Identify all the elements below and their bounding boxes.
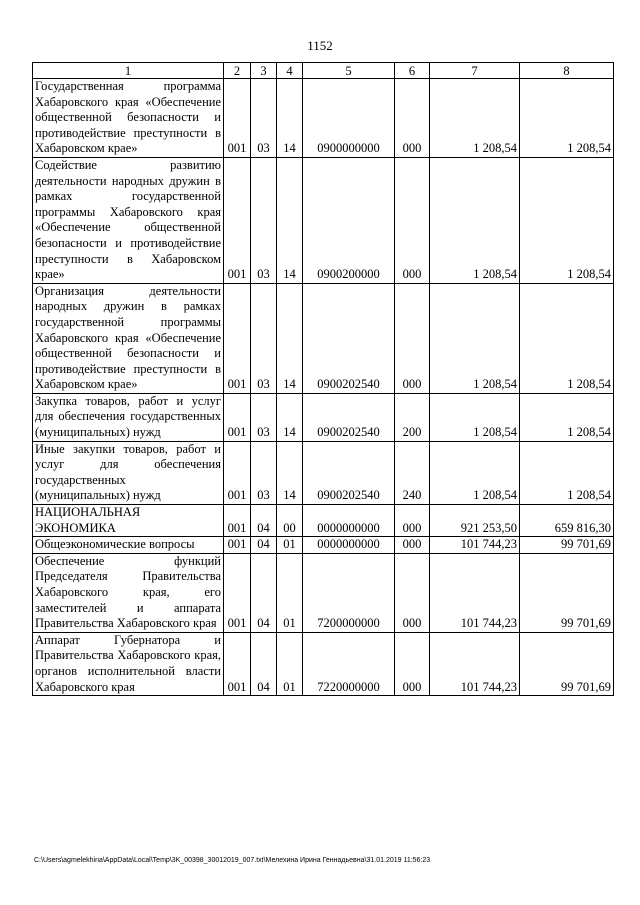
table-header-row <box>33 63 614 79</box>
cell-target-article: 0000000000 <box>303 505 395 537</box>
cell-admin-code: 001 <box>224 505 251 537</box>
cell-target-article: 7220000000 <box>303 632 395 695</box>
cell-subsection: 14 <box>277 79 303 158</box>
cell-subsection: 14 <box>277 393 303 441</box>
cell-target-article: 0900000000 <box>303 79 395 158</box>
cell-subsection: 01 <box>277 553 303 632</box>
budget-table <box>32 62 614 696</box>
table-row <box>33 505 614 537</box>
cell-amount-2: 1 208,54 <box>520 283 614 393</box>
row-name: Организация деятельности народных дружин в рамках государственной программы Хабаровского края «Обеспечение общественной безопасности и противодействие преступности в Хабаровском крае» <box>33 283 224 393</box>
cell-admin-code: 001 <box>224 553 251 632</box>
table-row <box>33 393 614 441</box>
cell-subsection: 01 <box>277 632 303 695</box>
row-name: Аппарат Губернатора и Правительства Хабаровского края, органов исполнительной власти Хабаровского края <box>33 632 224 695</box>
cell-expense-type: 000 <box>395 283 430 393</box>
cell-amount-2: 1 208,54 <box>520 441 614 504</box>
column-header: 5 <box>303 63 395 79</box>
cell-subsection: 14 <box>277 157 303 283</box>
table-row <box>33 553 614 632</box>
cell-amount-2: 99 701,69 <box>520 632 614 695</box>
column-header: 2 <box>224 63 251 79</box>
cell-target-article: 0900202540 <box>303 283 395 393</box>
cell-amount-1: 1 208,54 <box>430 283 520 393</box>
row-name: Иные закупки товаров, работ и услуг для обеспечения государственных (муниципальных) нужд <box>33 441 224 504</box>
cell-amount-2: 659 816,30 <box>520 505 614 537</box>
cell-expense-type: 000 <box>395 632 430 695</box>
cell-section: 03 <box>251 441 277 504</box>
cell-amount-2: 1 208,54 <box>520 393 614 441</box>
cell-expense-type: 240 <box>395 441 430 504</box>
cell-subsection: 14 <box>277 283 303 393</box>
cell-amount-2: 99 701,69 <box>520 553 614 632</box>
row-name: НАЦИОНАЛЬНАЯ ЭКОНОМИКА <box>33 505 224 537</box>
cell-target-article: 0900202540 <box>303 441 395 504</box>
cell-amount-2: 99 701,69 <box>520 537 614 554</box>
cell-admin-code: 001 <box>224 79 251 158</box>
column-header: 3 <box>251 63 277 79</box>
cell-amount-2: 1 208,54 <box>520 79 614 158</box>
column-header: 1 <box>33 63 224 79</box>
column-header: 6 <box>395 63 430 79</box>
cell-amount-2: 1 208,54 <box>520 157 614 283</box>
cell-amount-1: 1 208,54 <box>430 79 520 158</box>
cell-admin-code: 001 <box>224 157 251 283</box>
cell-amount-1: 1 208,54 <box>430 393 520 441</box>
cell-expense-type: 200 <box>395 393 430 441</box>
row-name: Закупка товаров, работ и услуг для обеспечения государственных (муниципальных) нужд <box>33 393 224 441</box>
cell-subsection: 00 <box>277 505 303 537</box>
cell-section: 03 <box>251 393 277 441</box>
row-name: Государственная программа Хабаровского края «Обеспечение общественной безопасности и противодействие преступности в Хабаровском крае» <box>33 79 224 158</box>
cell-target-article: 0900200000 <box>303 157 395 283</box>
table-row <box>33 441 614 504</box>
cell-expense-type: 000 <box>395 79 430 158</box>
cell-expense-type: 000 <box>395 553 430 632</box>
cell-amount-1: 101 744,23 <box>430 553 520 632</box>
column-header: 8 <box>520 63 614 79</box>
cell-section: 04 <box>251 505 277 537</box>
cell-target-article: 7200000000 <box>303 553 395 632</box>
page-number: 1152 <box>307 38 333 53</box>
row-name: Общеэкономические вопросы <box>33 537 224 554</box>
cell-expense-type: 000 <box>395 537 430 554</box>
column-header: 4 <box>277 63 303 79</box>
cell-section: 03 <box>251 79 277 158</box>
cell-amount-1: 1 208,54 <box>430 441 520 504</box>
cell-admin-code: 001 <box>224 537 251 554</box>
table-row <box>33 283 614 393</box>
cell-section: 04 <box>251 632 277 695</box>
cell-section: 04 <box>251 537 277 554</box>
table-row <box>33 79 614 158</box>
row-name: Обеспечение функций Председателя Правительства Хабаровского края, его заместителей и аппарата Правительства Хабаровского края <box>33 553 224 632</box>
footer-file-path: C:\Users\agmelekhina\AppData\Local\Temp\3K_00398_30012019_007.txt\Мелехина Ирина Геннадьевна\31.01.2019 11:56:23 <box>34 857 431 864</box>
table-row <box>33 632 614 695</box>
cell-expense-type: 000 <box>395 505 430 537</box>
cell-expense-type: 000 <box>395 157 430 283</box>
cell-subsection: 01 <box>277 537 303 554</box>
cell-admin-code: 001 <box>224 441 251 504</box>
cell-section: 03 <box>251 283 277 393</box>
cell-section: 03 <box>251 157 277 283</box>
column-header: 7 <box>430 63 520 79</box>
cell-target-article: 0900202540 <box>303 393 395 441</box>
cell-section: 04 <box>251 553 277 632</box>
cell-admin-code: 001 <box>224 283 251 393</box>
cell-subsection: 14 <box>277 441 303 504</box>
row-name: Содействие развитию деятельности народных дружин в рамках государственной программы Хабаровского края «Обеспечение общественной безопасности и противодействие преступности в Хабаровском крае» <box>33 157 224 283</box>
cell-amount-1: 101 744,23 <box>430 632 520 695</box>
cell-amount-1: 921 253,50 <box>430 505 520 537</box>
table-row <box>33 537 614 554</box>
table-row <box>33 157 614 283</box>
cell-amount-1: 1 208,54 <box>430 157 520 283</box>
cell-admin-code: 001 <box>224 632 251 695</box>
cell-admin-code: 001 <box>224 393 251 441</box>
cell-amount-1: 101 744,23 <box>430 537 520 554</box>
cell-target-article: 0000000000 <box>303 537 395 554</box>
